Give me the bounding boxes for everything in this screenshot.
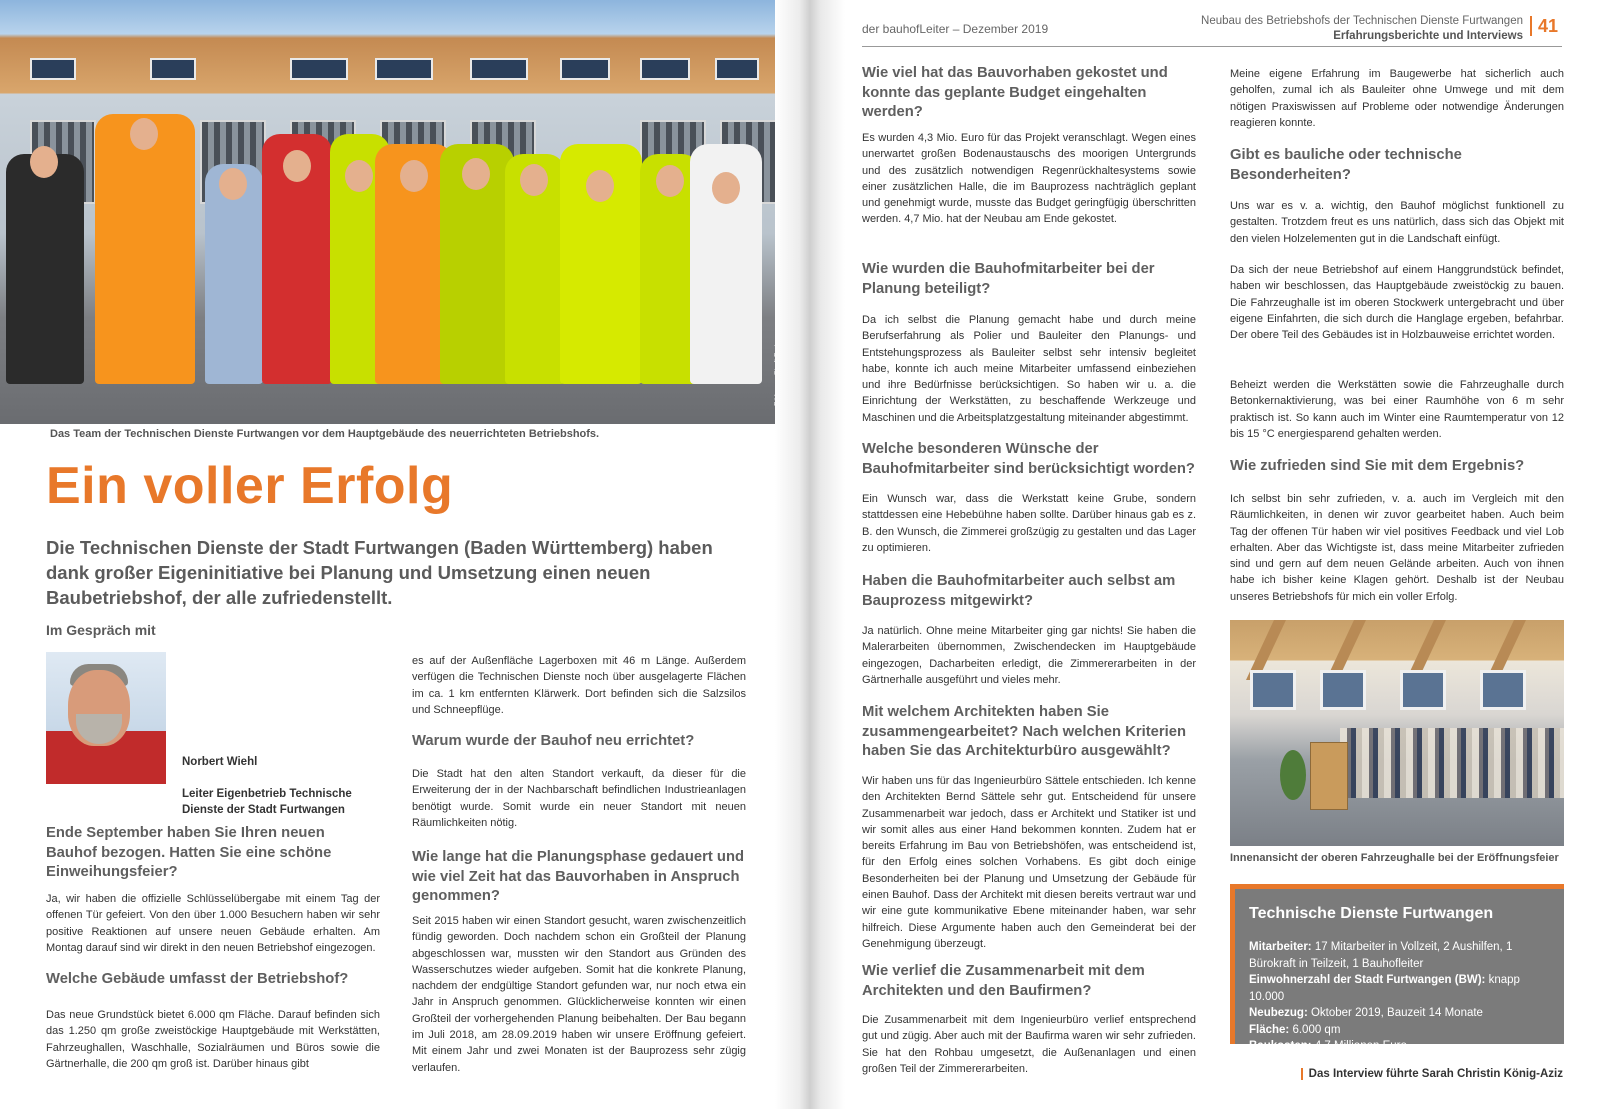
- person-head: [656, 165, 684, 197]
- fact-label: Neubezug:: [1249, 1007, 1308, 1019]
- answer-paragraph: Die Zusammenarbeit mit dem Ingenieurbüro verlief entsprechend gut und zügig. Aber auch mit der Baufirma waren wir sehr zufrieden. Sie hat den Rohbau umgesetzt, die Außenanlagen und einen großen Teil der Zimmererarbeiten.: [862, 1014, 1196, 1075]
- header-rule: [862, 46, 1562, 47]
- building-window: [640, 58, 690, 80]
- answer-paragraph: Ein Wunsch war, dass die Werkstatt keine Grube, sondern stattdessen eine Hebebühne haben sollte. Darüber hinaus gab es z. B. den Wunsch, die Zimmerei großzügig zu gestalten und das Lager zu optimieren.: [862, 493, 1196, 554]
- person-head: [400, 160, 428, 192]
- portrait-photo: [46, 652, 166, 784]
- question-heading: Wie wurden die Bauhofmitarbeiter bei der Planung beteiligt?: [862, 261, 1155, 297]
- running-head-right: [1201, 14, 1523, 44]
- team-photo: [0, 0, 795, 424]
- running-head-title: Neubau des Betriebshofs der Technischen Dienste Furtwangen: [1201, 15, 1523, 27]
- page-gutter: [775, 0, 845, 1109]
- hall-window: [1250, 670, 1296, 710]
- question-heading: Gibt es bauliche oder technische Besonderheiten?: [1230, 147, 1462, 183]
- answer-paragraph: Das neue Grundstück bietet 6.000 qm Fläche. Darauf befinden sich das 1.250 qm große zweistöckige Hauptgebäude mit Werkstätten, Fahrzeughallen, Waschhalle, Sozialräumen und Büros sowie die Gärtnerhalle, die 200 qm groß ist. Darüber hinaus gibt: [46, 1009, 380, 1070]
- question-heading: Wie lange hat die Planungsphase gedauert und wie viel Zeit hat das Bauvorhaben in Anspruch genommen?: [412, 849, 745, 904]
- question-heading: Wie zufrieden sind Sie mit dem Ergebnis?: [1230, 458, 1525, 474]
- hall-window: [1400, 670, 1446, 710]
- building-window: [150, 58, 196, 80]
- fact-value: 6.000 qm: [1289, 1023, 1341, 1036]
- audience-crowd: [1340, 728, 1564, 798]
- question-heading: Wie verlief die Zusammenarbeit mit dem Architekten und den Baufirmen?: [862, 963, 1145, 999]
- answer-paragraph: Ja, wir haben die offizielle Schlüsselübergabe mit einem Tag der offenen Tür gefeiert. Von den über 1.000 Besuchern haben wir sehr positive Reaktionen auf unsere neuen Gebäude erhalten. Am Montag darauf sind wir direkt in den neuen Betriebshof eingezogen.: [46, 893, 380, 954]
- building-window: [30, 58, 76, 80]
- question-heading: Welche Gebäude umfasst der Betriebshof?: [46, 971, 349, 987]
- building-window: [290, 58, 348, 80]
- answer-paragraph: Uns war es v. a. wichtig, den Bauhof möglichst funktionell zu gestalten. Trotzdem freut es uns natürlich, dass sich das Objekt mit den vielen Holzelementen gut in die Landschaft einfügt.: [1230, 200, 1564, 245]
- fact-row-staff: [1249, 939, 1550, 972]
- person-head: [283, 150, 311, 182]
- answer-paragraph: Die Stadt hat den alten Standort verkauft, da dieser für die Erweiterung der in der Nachbarschaft befindlichen Industrieanlagen benötigt wurde. Somit wurde ein neuer Standort mit neuen Räumlichkeiten nötig.: [412, 768, 746, 829]
- person-name: Norbert Wiehl: [182, 756, 258, 768]
- answer-paragraph: Seit 2015 haben wir einen Standort gesucht, waren zwischenzeitlich fündig geworden. Doch nachdem schon ein Großteil der Planung abgeschlossen war, mussten wir den Standort aus Gründen des Wasserschutzes wieder aufgeben. Somit hat die konkrete Planung, nachdem der endgültige Standort gefunden war, nur noch etwa ein Jahr in Anspruch genommen. Glücklicherweise konnten wir einen Großteil der vorhergehenden Planung beibehalten. Der Bau begann im Juli 2018, am 28.09.2019 haben wir unsere Eröffnung gefeiert. Mit einem Jahr und zwei Monaten ist der Bauprozess sehr zügig verlaufen.: [412, 915, 746, 1074]
- answer-paragraph: Meine eigene Erfahrung im Baugewerbe hat sicherlich auch geholfen, zumal ich als Bauleiter ohne Umwege und mit dem nötigen Praxiswissen auf Probleme oder notwendige Änderungen reagieren konnte.: [1230, 68, 1564, 129]
- person-role: Leiter Eigenbetrieb Technische Dienste der Stadt Furtwangen: [182, 788, 352, 816]
- person-head: [520, 164, 548, 196]
- fact-box: [1230, 884, 1564, 1052]
- building-window: [560, 58, 610, 80]
- person-head: [586, 170, 614, 202]
- lead-paragraph: Die Technischen Dienste der Stadt Furtwangen (Baden Württemberg) haben dank großer Eigeninitiative bei Planung und Umsetzung einen neuen Baubetriebshof, der alle zufriedenstellt.: [46, 537, 713, 608]
- answer-paragraph: Ich selbst bin sehr zufrieden, v. a. auch im Vergleich mit den Räumlichkeiten, in denen wir zuvor gearbeitet haben. Auch beim Tag der offenen Tür haben wir viel positives Feedback und viel Lob erhalten. Aber das Wichtigste ist, dass meine Mitarbeiter zufrieden sind und gern auf dem neuen Gelände arbeiten. Auch von ihnen habe ich bisher keine Klagen gehört. Deshalb ist der Neubau unseres Betriebshofs für mich ein voller Erfolg.: [1230, 493, 1564, 603]
- fact-row-area: [1249, 1022, 1550, 1039]
- building-window: [470, 58, 528, 80]
- fact-box-title: Technische Dienste Furtwangen: [1249, 905, 1494, 922]
- headline: Ein voller Erfolg: [46, 457, 454, 515]
- fact-value: 4,7 Millionen Euro: [1311, 1040, 1407, 1052]
- lectern: [1310, 742, 1348, 810]
- fact-row-costs: [1249, 1038, 1550, 1055]
- fact-value: knapp 10.000: [1249, 974, 1520, 1003]
- hall-photo: [1230, 620, 1564, 846]
- running-head-section: Erfahrungsberichte und Interviews: [1333, 30, 1523, 42]
- question-heading: Ende September haben Sie Ihren neuen Bauhof bezogen. Hatten Sie eine schöne Einweihungsfeier?: [46, 825, 332, 880]
- fact-row-move-in: [1249, 1005, 1550, 1022]
- person-head: [345, 160, 373, 192]
- hall-window: [1480, 670, 1526, 710]
- interview-credit: Das Interview führte Sarah Christin König-Aziz: [1301, 1068, 1563, 1080]
- question-heading: Warum wurde der Bauhof neu errichtet?: [412, 733, 695, 749]
- running-head-left: der bauhofLeiter – Dezember 2019: [862, 22, 1049, 36]
- hall-window: [1320, 670, 1366, 710]
- fact-label: Mitarbeiter:: [1249, 941, 1312, 953]
- question-heading: Welche besonderen Wünsche der Bauhofmitarbeiter sind berücksichtigt worden?: [862, 441, 1195, 477]
- fact-row-population: [1249, 972, 1550, 1005]
- hall-photo-caption: Innenansicht der oberen Fahrzeughalle bei der Eröffnungsfeier: [1230, 852, 1559, 864]
- question-heading: Haben die Bauhofmitarbeiter auch selbst am Bauprozess mitgewirkt?: [862, 573, 1176, 609]
- question-heading: Mit welchem Architekten haben Sie zusammengearbeitet? Nach welchen Kriterien haben Sie das Architekturbüro ausgewählt?: [862, 704, 1186, 759]
- fact-label: Baukosten:: [1249, 1040, 1312, 1052]
- question-heading: Wie viel hat das Bauvorhaben gekostet und konnte das geplante Budget eingehalten werden?: [862, 65, 1168, 120]
- answer-paragraph: Ja natürlich. Ohne meine Mitarbeiter ging gar nichts! Sie haben die Malerarbeiten übernommen, Zwischendecken im Hauptgebäude eingezogen, Dacharbeiten erledigt, die Zimmererarbeiten in der Gärtnerhalle ausgeführt und vieles mehr.: [862, 625, 1196, 686]
- person: [95, 114, 195, 384]
- answer-paragraph: Wir haben uns für das Ingenieurbüro Sättele entschieden. Ich kenne den Architekten Bernd Sättele sehr gut. Entscheidend für unsere Zusammenarbeit war jedoch, dass er Architekt und Statiker ist und wir somit alles aus einer Hand bekommen konnten. Zudem hat er bereits Erfahrung im Bau von Betriebshöfen, was entscheidend ist, für den Erfolg eines solchen Vorhabens. Es gibt doch einige Besonderheiten bei der Planung und Umsetzung der Gebäude für einen Bauhof. Dass der Architekt mit diesen bereits vertraut war und wir eine gute kommunikative Ebene miteinander haben, war sehr hilfreich. Diese Argumente haben auch den Gemeinderat bei der Genehmigung überzeugt.: [862, 775, 1196, 950]
- fact-label: Fläche:: [1249, 1023, 1290, 1036]
- person-head: [712, 172, 740, 204]
- building-window: [375, 58, 433, 80]
- answer-paragraph: es auf der Außenfläche Lagerboxen mit 46 m Länge. Außerdem verfügen die Technischen Dienste noch über ausgelagerte Flächen im ca. 1 km entfernten Klärwerk. Dort befinden sich die Salzsilos und Schneepflüge.: [412, 655, 746, 716]
- interview-label: Im Gespräch mit: [46, 622, 156, 638]
- page-number: 41: [1530, 16, 1558, 36]
- person-head: [219, 168, 247, 200]
- person-head: [30, 146, 58, 178]
- photo-caption: Das Team der Technischen Dienste Furtwangen vor dem Hauptgebäude des neuerrichteten Betriebshofs.: [50, 428, 600, 440]
- person: [6, 154, 84, 384]
- answer-paragraph: Es wurden 4,3 Mio. Euro für das Projekt veranschlagt. Wegen eines unerwartet großen Bodenaustauschs des moorigen Untergrunds und des zusätzlich notwendigen Regenrückhaltesystems sowie einer zusätzlichen Halle, die im Bauprozess nachträglich geplant und genehmigt wurde, musste das Budget geringfügig überschritten werden. 4,7 Mio. hat der Neubau am Ende gekostet.: [862, 132, 1196, 226]
- answer-paragraph: Da ich selbst die Planung gemacht habe und durch meine Berufserfahrung als Polier und Bauleiter den Planungs- und Entstehungsprozess als Bauleiter selbst sehr intensiv begleitet habe, konnte ich auch meine Mitarbeiter umfassend einbeziehen und ihre Bedürfnisse berücksichtigen. So haben wir u. a. die Einrichtung der Werkstätten, zu beschaffende Werkzeuge und Maschinen und die Arbeitsplatzgestaltung miteinander abgestimmt.: [862, 314, 1196, 424]
- plant-decoration: [1280, 750, 1306, 800]
- answer-paragraph: Beheizt werden die Werkstätten sowie die Fahrzeughalle durch Betonkernaktivierung, was bei einer Raumhöhe von 6 m sehr praktisch ist. So kann auch im Winter eine Raumtemperatur von 12 bis 15 °C energiesparend gehalten werden.: [1230, 379, 1564, 440]
- answer-paragraph: Da sich der neue Betriebshof auf einem Hanggrundstück befindet, haben wir beschlossen, das Hauptgebäude zweistöckig zu bauen. Die Fahrzeughalle ist im oberen Stockwerk untergebracht und über eigene Einfahrten, die sich durch die Hanglage ergeben, befahrbar. Der obere Teil des Gebäudes ist in Holzbauweise errichtet worden.: [1230, 264, 1564, 342]
- fact-value: Oktober 2019, Bauzeit 14 Monate: [1307, 1007, 1483, 1019]
- person-head: [130, 118, 158, 150]
- person-head: [462, 158, 490, 190]
- building-window: [715, 58, 759, 80]
- fact-value: 17 Mitarbeiter in Vollzeit, 2 Aushilfen, 1 Bürokraft in Teilzeit, 1 Bauhofleiter: [1249, 941, 1513, 970]
- fact-label: Einwohnerzahl der Stadt Furtwangen (BW):: [1249, 974, 1486, 986]
